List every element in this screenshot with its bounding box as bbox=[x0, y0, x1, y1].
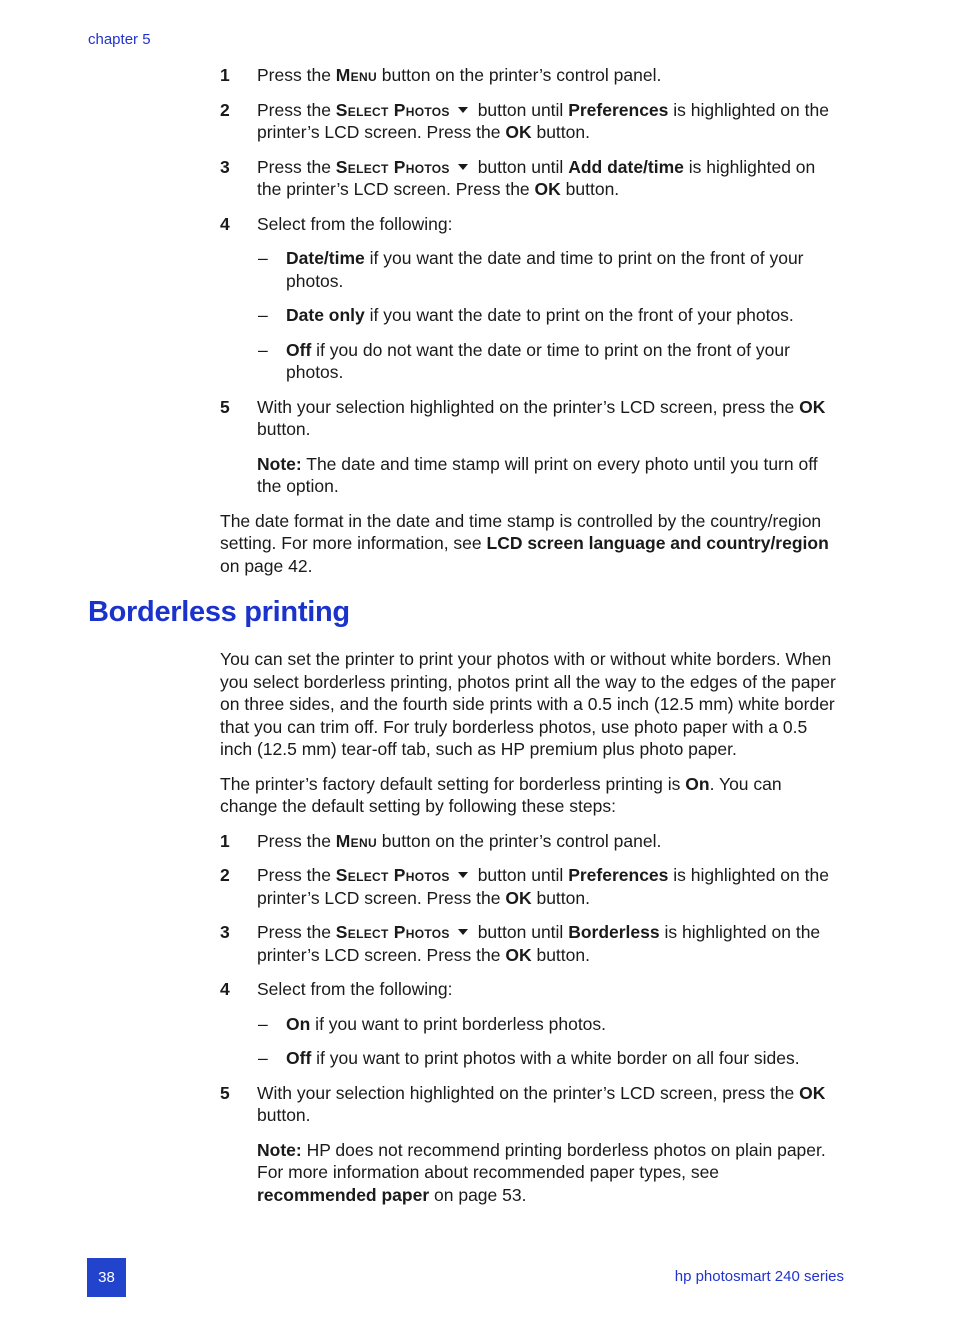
option-date-time: – Date/time if you want the date and time to print on the front of your photos. bbox=[258, 248, 804, 291]
step-number: 3 bbox=[220, 922, 230, 942]
down-arrow-icon bbox=[458, 929, 468, 935]
down-arrow-icon bbox=[458, 872, 468, 878]
option-off: – Off if you do not want the date or time to print on the front of your photos. bbox=[258, 339, 790, 382]
select-photos-button-label: Select Photos bbox=[335, 99, 450, 120]
step-number: 2 bbox=[220, 865, 230, 885]
date-format-paragraph: The date format in the date and time stamp is controlled by the country/region setting. For more information, see LCD screen language and country/region on page 42. bbox=[220, 510, 829, 576]
down-arrow-icon bbox=[458, 107, 468, 113]
step-number: 2 bbox=[220, 99, 230, 120]
select-photos-button-label: Select Photos bbox=[335, 156, 450, 177]
step-number: 5 bbox=[220, 1082, 230, 1103]
chapter-header: chapter 5 bbox=[88, 31, 151, 48]
step-4: 4 Select from the following: bbox=[220, 213, 453, 234]
step-1: 1 Press the Menu button on the printer’s control panel. bbox=[220, 65, 662, 85]
step-4: 4 Select from the following: bbox=[220, 979, 453, 999]
step-number: 5 bbox=[220, 396, 230, 417]
step-number: 3 bbox=[220, 156, 230, 177]
page-number-badge: 38 bbox=[87, 1258, 126, 1297]
option-on: – On if you want to print borderless photos. bbox=[258, 1013, 607, 1034]
step-1: 1 Press the Menu button on the printer’s control panel. bbox=[220, 830, 662, 851]
menu-button-label: Menu bbox=[335, 830, 377, 851]
step-5: 5 With your selection highlighted on the printer’s LCD screen, press the OK button. bbox=[220, 396, 826, 439]
option-date-only: – Date only if you want the date to print on the front of your photos. bbox=[258, 305, 794, 325]
borderless-instructions bbox=[220, 648, 840, 1218]
note: Note: HP does not recommend printing borderless photos on plain paper. For more information about recommended paper types, see recommended paper on page 53. bbox=[257, 1139, 826, 1205]
select-photos-button-label: Select Photos bbox=[335, 865, 450, 885]
default-setting-paragraph: The printer’s factory default setting for borderless printing is On. You can change the default setting by following these steps: bbox=[220, 773, 782, 816]
step-2: 2 Press the Select Photos button until Preferences is highlighted on the printer’s LCD screen. Press the OK button. bbox=[220, 99, 829, 142]
note: Note: The date and time stamp will print on every photo until you turn off the option. bbox=[257, 453, 818, 496]
select-photos-button-label: Select Photos bbox=[335, 922, 450, 942]
step-5: 5 With your selection highlighted on the printer’s LCD screen, press the OK button. bbox=[220, 1082, 826, 1125]
step-number: 1 bbox=[220, 65, 230, 85]
down-arrow-icon bbox=[458, 164, 468, 170]
option-off: – Off if you want to print photos with a white border on all four sides. bbox=[258, 1048, 800, 1068]
intro-paragraph: You can set the printer to print your photos with or without white borders. When you select borderless printing, photos print all the way to the edges of the paper on three sides, and the fourth side prints with a 0.5 inch (12.5 mm) white border that you can trim off. For truly borderless photos, use photo paper with a 0.5 inch (12.5 mm) tear-off tab, such as HP premium plus photo paper. bbox=[220, 649, 836, 759]
section-heading: Borderless printing bbox=[88, 596, 350, 628]
step-number: 4 bbox=[220, 979, 230, 999]
cross-reference-link[interactable]: LCD screen language and country/region bbox=[486, 533, 829, 553]
date-time-instructions bbox=[220, 64, 840, 589]
product-name-footer: hp photosmart 240 series bbox=[674, 1268, 844, 1285]
cross-reference-link[interactable]: recommended paper bbox=[257, 1184, 430, 1205]
note-label: Note: bbox=[257, 1139, 302, 1160]
note-label: Note: bbox=[257, 453, 302, 474]
step-3: 3 Press the Select Photos button until Borderless is highlighted on the printer’s LCD screen. Press the OK button. bbox=[220, 922, 821, 965]
step-number: 1 bbox=[220, 830, 230, 851]
step-3: 3 Press the Select Photos button until Add date/time is highlighted on the printer’s LCD screen. Press the OK button. bbox=[220, 156, 816, 199]
menu-button-label: Menu bbox=[335, 65, 377, 85]
step-number: 4 bbox=[220, 213, 230, 234]
step-2: 2 Press the Select Photos button until Preferences is highlighted on the printer’s LCD screen. Press the OK button. bbox=[220, 865, 829, 908]
